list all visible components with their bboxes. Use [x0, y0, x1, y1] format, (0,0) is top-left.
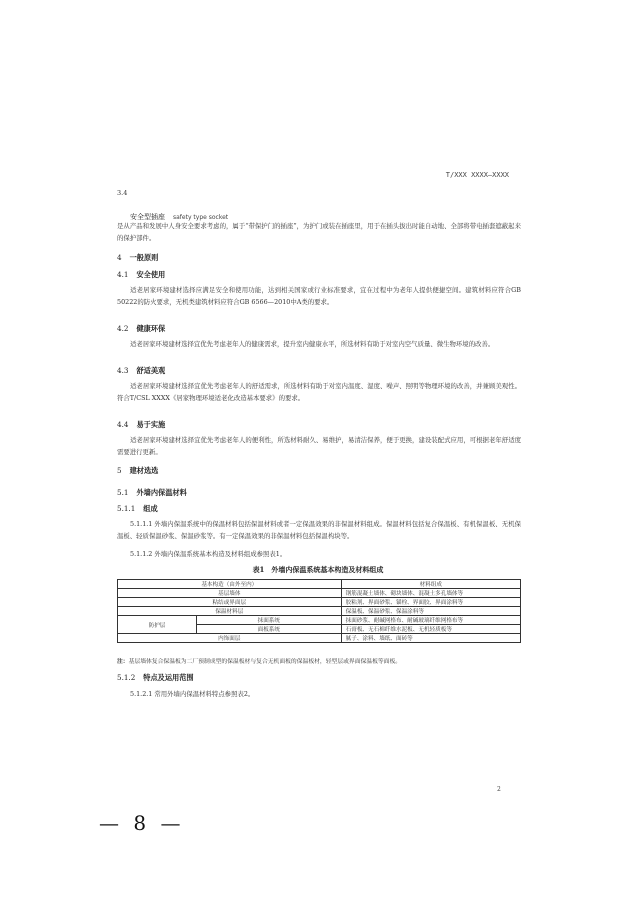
material-cell: 钢筋混凝土墙体、砌块墙体、混凝土多孔墙体等: [341, 589, 520, 598]
term-en: safety type socket: [173, 214, 229, 221]
material-cell: 石膏板、无石棉纤维水泥板、无机轻质板等: [341, 625, 520, 634]
section-4-3-title: 舒适美观: [136, 366, 166, 375]
layer-cell: 粘结或界面层: [118, 598, 342, 607]
section-4-2-number: 4.2: [117, 324, 129, 333]
section-5-heading: [117, 466, 158, 476]
material-cell: 保温板、保温砂浆、保温涂料等: [341, 607, 520, 616]
sub-layer-cell: 抹面系统: [197, 616, 342, 625]
section-4-2-text: 适老居家环境建材选择宜优先考虑老年人的健康需求，提升室内健康水平，所选材料有助于对室内空气质量、微生物环境的改善。: [130, 340, 495, 348]
table-1-caption: 表1 外墙内保温系统基本构造及材料组成: [252, 565, 384, 574]
section-4-2-title: 健康环保: [136, 324, 166, 333]
section-4-heading: [117, 253, 158, 263]
section-4-4-number: 4.4: [117, 420, 129, 429]
section-4-2-heading: [117, 324, 165, 334]
section-4-3-heading: [117, 366, 165, 376]
section-4-3-text: 适老居家环境建材选择宜优先考虑老年人的舒适需求，所选材料有助于对室内温度、湿度、噪声、照明等物理环境的改善，并兼顾美观性。符合T/CSL XXXX《居家物理环境适老化改造基本要求》的要求。: [117, 382, 521, 402]
header-layer: 基本构造（由外至内）: [118, 580, 342, 589]
section-4-number: 4: [117, 253, 122, 262]
page-number-small: 2: [497, 786, 501, 793]
table-header-row: [118, 580, 521, 589]
section-5-1-1-title: 组成: [143, 504, 158, 513]
section-5-1-2-title: 特点及运用范围: [143, 673, 194, 682]
material-cell: 胶粘剂、界面砂浆、锚栓、界面胶、界面涂料等: [341, 598, 520, 607]
note-text: 基层墙体复合保温板为二厂预制成型的保温板材与复合无机面板的保温板材，轻型层或界面保温板等面板。: [128, 659, 402, 665]
section-5-1-number: 5.1: [117, 488, 129, 497]
section-5-1-heading: [117, 488, 187, 498]
materials-table: [117, 579, 521, 643]
term-cn: 安全型插座: [130, 213, 165, 221]
table-row: [118, 634, 521, 643]
section-3-4-number: 3.4: [117, 189, 128, 197]
sub-layer-cell: 面板系统: [197, 625, 342, 634]
table-row: [118, 598, 521, 607]
section-5-1-2-number: 5.1.2: [117, 673, 136, 682]
section-5-title: 建材选选: [129, 466, 159, 475]
clause-5-1-1-2: 5.1.1.2 外墙内保温系统基本构造及材料组成参照表1。: [130, 550, 287, 558]
layer-cell: 保温材料层: [118, 607, 342, 616]
layer-cell: 内饰面层: [118, 634, 342, 643]
table-row: [118, 589, 521, 598]
clause-5-1-1-1: 5.1.1.1 外墙内保温系统中的保温材料包括保温材料或者一定保温效果的非保温材料组成。保温材料包括复合保温板、有机保温板、无机保温板、轻质保温砂浆、保温砂浆等。有一定保温效果的非保温材料包括保温构块等。: [117, 520, 521, 540]
doc-code: T/XXX XXXX—XXXX: [445, 171, 509, 179]
material-cell: 抹面砂浆、耐碱网格布、耐碱玻璃纤维网格布等: [341, 616, 520, 625]
table-note: [117, 656, 521, 665]
protection-group-cell: 防护层: [118, 616, 197, 634]
section-4-1-number: 4.1: [117, 270, 129, 279]
section-4-1-text: 适老居家环境建材选择应满足安全和使用功能，达到相关国家或行业标准要求，宜在过程中为老年人提供便捷空间。建筑材料应符合GB 50222的防火要求，无机类建筑材料应符合GB 6566—2010中A类的要求。: [117, 286, 521, 306]
page-number-big: — 8 —: [99, 811, 185, 835]
table-row: [118, 616, 521, 625]
header-material: 材料组成: [341, 580, 520, 589]
section-5-1-1-number: 5.1.1: [117, 504, 136, 513]
section-4-1-title: 安全使用: [136, 270, 166, 279]
layer-cell: 基层墙体: [118, 589, 342, 598]
material-cell: 腻子、涂料、墙纸、面砖等: [341, 634, 520, 643]
section-5-1-title: 外墙内保温材料: [136, 488, 187, 497]
section-5-1-2-heading: [117, 673, 194, 683]
note-label: 注：: [117, 659, 129, 665]
section-4-4-text: 适老居家环境建材选择宜优先考虑老年人的便利性，所选材料耐久、易维护，易清洁保养，便于更换，建设装配式应用，可根据老年舒适度需要进行更新。: [117, 436, 521, 456]
section-4-4-heading: [117, 420, 165, 430]
section-4-1-heading: [117, 270, 165, 280]
clause-5-1-2-1: 5.1.2.1 常用外墙内保温材料特点参照表2。: [130, 690, 255, 698]
section-5-number: 5: [117, 466, 122, 475]
section-4-title: 一般原则: [129, 253, 159, 262]
table-row: [118, 607, 521, 616]
section-4-4-title: 易于实施: [136, 420, 166, 429]
term-definition: 是从产品和发展中人身安全要求考虑的，属于“带保护门的插座”，为护门或装在插座里，用于在插头拔出时能自动地、全部将带电插套遮蔽起来的保护部件。: [117, 222, 521, 242]
section-5-1-1-heading: [117, 504, 158, 514]
section-4-3-number: 4.3: [117, 366, 129, 375]
